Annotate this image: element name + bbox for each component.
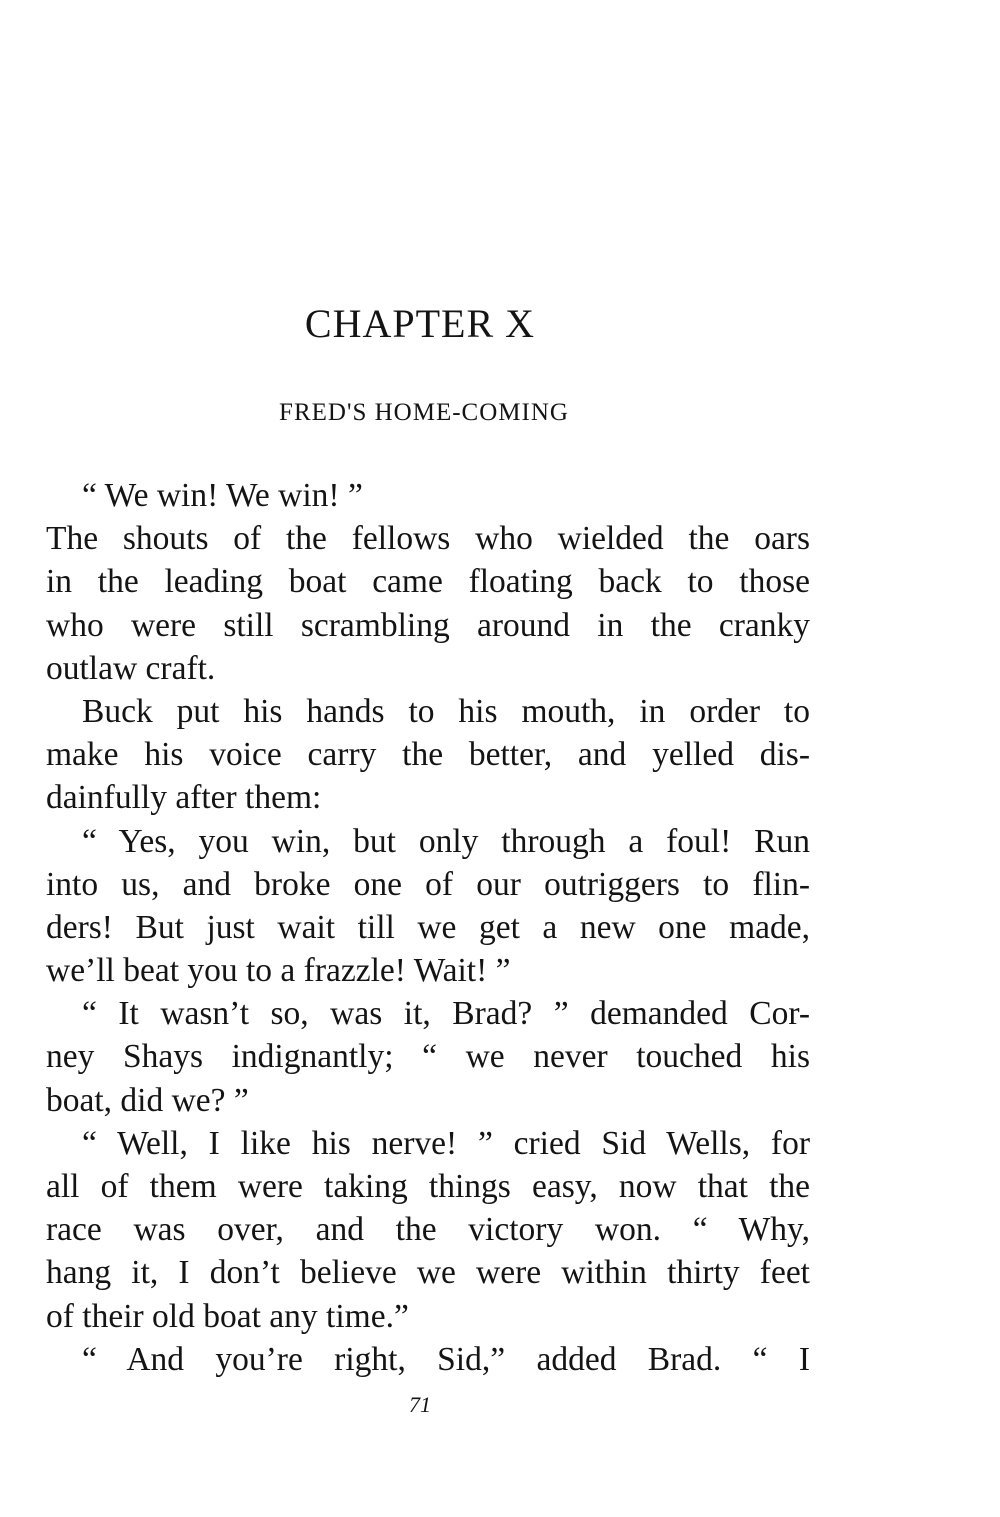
text-line: ders! But just wait till we get a new one made, [46, 908, 810, 946]
body-text [46, 474, 810, 1381]
text-line: “ Well, I like his nerve! ” cried Sid Wells, for [82, 1124, 810, 1162]
text-line: into us, and broke one of our outriggers to flin- [46, 865, 810, 903]
text-line: “ It wasn’t so, was it, Brad? ” demanded Cor- [82, 995, 810, 1033]
page-number: 71 [409, 1392, 431, 1417]
chapter-title: FRED'S HOME-COMING [279, 399, 569, 426]
text-line: of their old boat any time.” [46, 1297, 409, 1335]
text-line: in the leading boat came floating back to those [46, 563, 810, 601]
text-line: dainfully after them: [46, 779, 322, 817]
text-line: Buck put his hands to his mouth, in order to [82, 692, 810, 730]
text-line: ney Shays indignantly; “ we never touched his [46, 1038, 810, 1076]
text-line: “ And you’re right, Sid,” added Brad. “ I [82, 1340, 810, 1378]
text-line: we’ll beat you to a frazzle! Wait! ” [46, 952, 511, 990]
text-line: boat, did we? ” [46, 1081, 249, 1119]
text-line: make his voice carry the better, and yelled dis- [46, 736, 810, 774]
text-line: The shouts of the fellows who wielded the oars [46, 520, 810, 558]
text-line: “ We win! We win! ” [82, 477, 363, 514]
text-line: “ Yes, you win, but only through a foul! Run [82, 822, 810, 860]
chapter-number: CHAPTER X [304, 301, 536, 346]
text-line: all of them were taking things easy, now that the [46, 1168, 810, 1205]
text-line: race was over, and the victory won. “ Why, [46, 1211, 810, 1249]
text-line: hang it, I don’t believe we were within thirty feet [46, 1254, 810, 1292]
text-line: outlaw craft. [46, 649, 216, 687]
text-line: who were still scrambling around in the cranky [46, 606, 810, 644]
